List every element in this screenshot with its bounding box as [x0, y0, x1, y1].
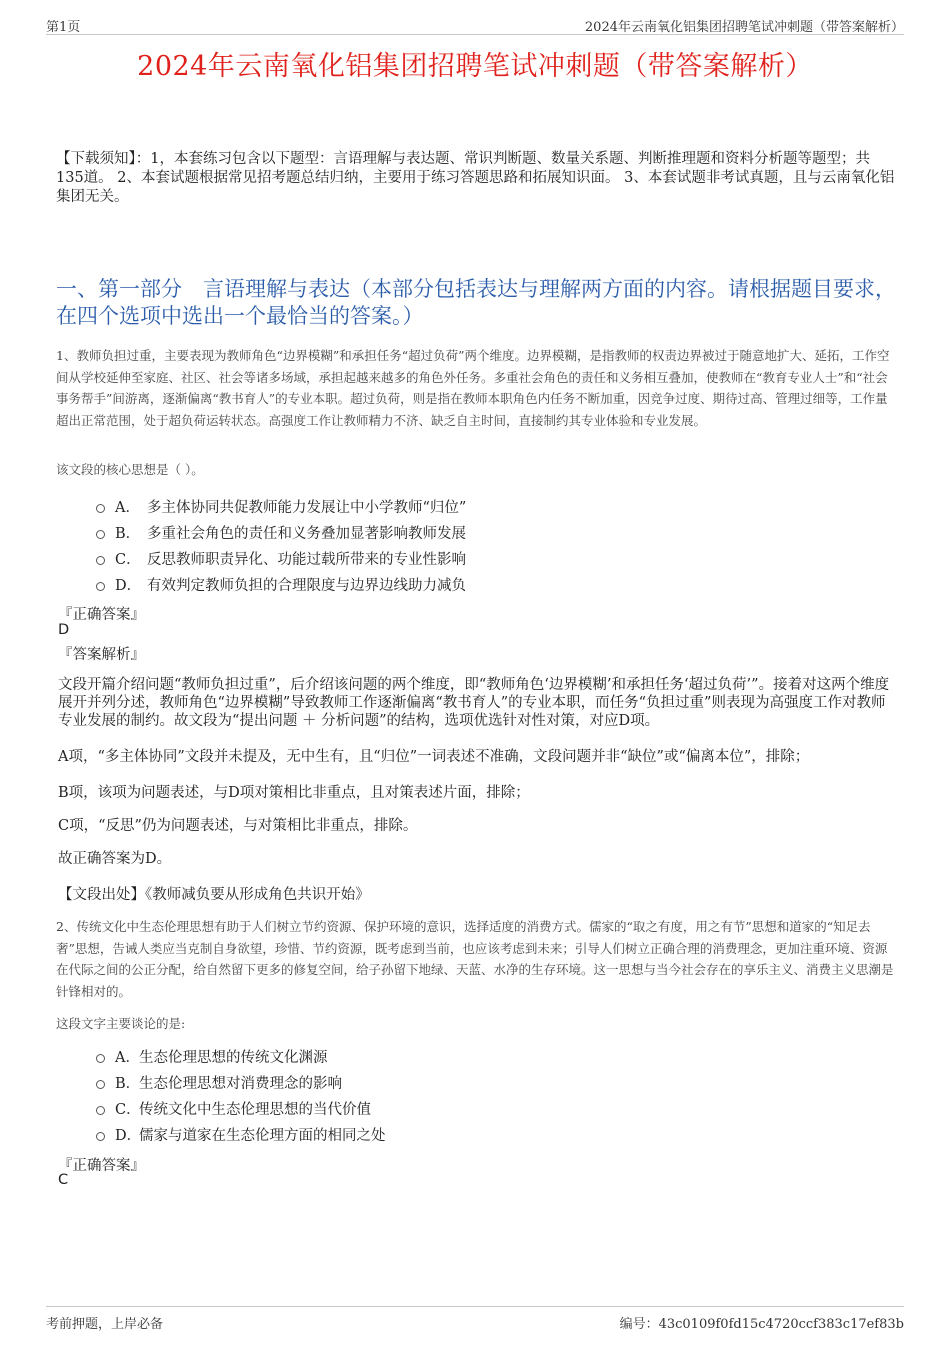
- footer-slogan: 考前押题，上岸必备: [46, 1317, 164, 1332]
- option-text: 多重社会角色的责任和义务叠加显著影响教师发展: [147, 525, 466, 542]
- analysis-paragraph: B项，该项为问题表述，与D项对策相比非重点，且对策表述片面，排除；: [58, 785, 530, 801]
- option-b[interactable]: [96, 519, 466, 545]
- option-label: B．: [115, 525, 141, 542]
- radio-icon[interactable]: [96, 1132, 105, 1141]
- text-source: 【文段出处】《教师减负要从形成角色共识开始》: [58, 887, 370, 903]
- answer-label: 『正确答案』: [58, 1158, 145, 1174]
- option-text: 有效判定教师负担的合理限度与边界边线助力减负: [147, 577, 466, 594]
- radio-icon[interactable]: [96, 1106, 105, 1115]
- answer-value: D: [58, 622, 70, 638]
- question-1-prompt: 该文段的核心思想是（ ）。: [56, 462, 204, 477]
- analysis-label: 『答案解析』: [58, 647, 145, 663]
- radio-icon[interactable]: [96, 1080, 105, 1089]
- page-number: 第1页: [46, 20, 81, 35]
- footer-doc-id: 编号：43c0109f0fd15c4720ccf383c17ef83b: [619, 1317, 904, 1332]
- section-heading: 一、第一部分 言语理解与表达（本部分包括表达与理解两方面的内容。请根据题目要求，在四个选项中选出一个最恰当的答案。）: [56, 277, 896, 328]
- answer-value: C: [58, 1172, 69, 1188]
- option-c[interactable]: [96, 1095, 386, 1121]
- analysis-paragraph: C项，“反思”仍为问题表述，与对策相比非重点，排除。: [58, 818, 418, 834]
- option-label: B．: [115, 1075, 141, 1092]
- question-2-text: 2、传统文化中生态伦理思想有助于人们树立节约资源、保护环境的意识，选择适度的消费方式。儒家的“取之有度，用之有节”思想和道家的“知足去奢”思想，告诫人类应当克制自身欲望，珍惜、节约资源，既考虑到当前，也应该考虑到未来；引导人们树立正确合理的消费理念，更加注重环境、资源在代际之间的公正分配，给自然留下更多的修复空间，给子孙留下地绿、天蓝、水净的生存环境。这一思想与当今社会存在的享乐主义、消费主义思潮是针锋相对的。: [56, 919, 894, 999]
- question-1-options: [96, 493, 466, 597]
- option-a[interactable]: [96, 493, 466, 519]
- analysis-paragraph: A项，“多主体协同”文段并未提及，无中生有，且“归位”一词表述不准确，文段问题并非“缺位”或“偏离本位”，排除；: [58, 749, 810, 765]
- analysis-paragraph: 故正确答案为D。: [58, 851, 172, 867]
- page-header: [46, 14, 904, 35]
- option-text: 多主体协同共促教师能力发展让中小学教师“归位”: [147, 499, 467, 516]
- option-text: 儒家与道家在生态伦理方面的相同之处: [139, 1127, 386, 1144]
- option-d[interactable]: [96, 1121, 386, 1147]
- question-2-options: [96, 1043, 386, 1147]
- option-a[interactable]: [96, 1043, 386, 1069]
- answer-label: 『正确答案』: [58, 607, 145, 623]
- option-label: C．: [115, 551, 141, 568]
- download-notice: 【下载须知】：1，本套练习包含以下题型：言语理解与表达题、常识判断题、数量关系题、判断推理题和资料分析题等题型；共135道。 2、本套试题根据常见招考题总结归纳，主要用于练习答题思路和拓展知识面。 3、本套试题非考试真题，且与云南氧化铝集团无关。: [56, 151, 895, 205]
- option-label: D．: [115, 577, 142, 594]
- radio-icon[interactable]: [96, 582, 105, 591]
- footer-divider: [46, 1306, 904, 1307]
- option-text: 生态伦理思想对消费理念的影响: [139, 1075, 342, 1092]
- option-text: 传统文化中生态伦理思想的当代价值: [139, 1101, 371, 1118]
- header-doc-title: 2024年云南氧化铝集团招聘笔试冲刺题（带答案解析）: [584, 20, 904, 35]
- analysis-paragraph: 文段开篇介绍问题“教师负担过重”，后介绍该问题的两个维度，即“教师角色‘边界模糊’和承担任务‘超过负荷’”。接着对这两个维度展开并列分述，教师角色“边界模糊”导致教师工作逐渐偏离“教书育人”的专业本职，而任务“负担过重”则表现为高强度工作对教师专业发展的制约。故文段为“提出问题 ＋ 分析问题”的结构，选项优选针对性对策，对应D项。: [58, 677, 890, 729]
- option-label: A．: [115, 499, 140, 516]
- radio-icon[interactable]: [96, 556, 105, 565]
- radio-icon[interactable]: [96, 530, 105, 539]
- option-label: A．: [115, 1049, 140, 1066]
- radio-icon[interactable]: [96, 1054, 105, 1063]
- option-c[interactable]: [96, 545, 466, 571]
- option-b[interactable]: [96, 1069, 386, 1095]
- option-label: C．: [115, 1101, 141, 1118]
- question-2-prompt: 这段文字主要谈论的是:: [56, 1016, 186, 1031]
- option-d[interactable]: [96, 571, 466, 597]
- question-1-text: 1、教师负担过重，主要表现为教师角色“边界模糊”和承担任务“超过负荷”两个维度。边界模糊，是指教师的权责边界被过于随意地扩大、延拓，工作空间从学校延伸至家庭、社区、社会等诸多场域，承担起越来越多的角色外任务。多重社会角色的责任和义务相互叠加，使教师在“教育专业人士”和“社会事务帮手”间游离，逐渐偏离“教书育人”的专业本职。超过负荷，则是指在教师本职角色内任务不断加重，因竞争过度、期待过高、管理过细等，工作量超出正常范围，处于超负荷运转状态。高强度工作让教师精力不济、缺乏自主时间，直接制约其专业体验和专业发展。: [56, 348, 890, 428]
- option-label: D．: [115, 1127, 142, 1144]
- option-text: 生态伦理思想的传统文化渊源: [139, 1049, 328, 1066]
- option-text: 反思教师职责异化、功能过载所带来的专业性影响: [147, 551, 466, 568]
- document-title: 2024年云南氧化铝集团招聘笔试冲刺题（带答案解析）: [137, 51, 813, 82]
- radio-icon[interactable]: [96, 504, 105, 513]
